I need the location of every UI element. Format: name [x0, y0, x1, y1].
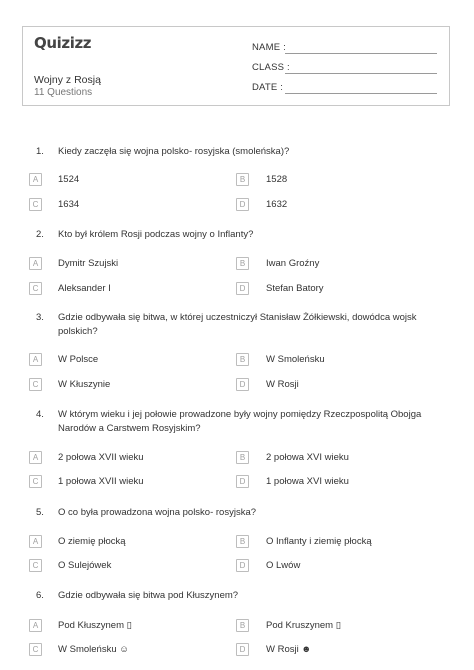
option-letter-box: A [29, 173, 42, 186]
question-number: 4. [36, 409, 44, 420]
question-text: Kto był królem Rosji podczas wojny o Inflanty? [58, 229, 254, 240]
name-label: NAME : [252, 42, 286, 53]
option-letter-box: C [29, 198, 42, 211]
option-text: 2 połowa XVII wieku [58, 452, 144, 463]
option-letter-box: D [236, 378, 249, 391]
worksheet-header [22, 26, 450, 106]
question-number: 5. [36, 507, 44, 518]
option-letter-box: B [236, 535, 249, 548]
option-letter-box: C [29, 559, 42, 572]
option-letter-box: A [29, 451, 42, 464]
question-text: Gdzie odbywała się bitwa pod Kłuszynem? [58, 590, 239, 601]
question-text: O co była prowadzona wojna polsko- rosyjska? [58, 507, 257, 518]
option-text: Dymitr Szujski [58, 258, 119, 269]
option-letter-box: B [236, 173, 249, 186]
option-text: W Smoleńsku ☺ [58, 644, 129, 655]
question-count: 11 Questions [34, 87, 93, 98]
name-field[interactable] [285, 53, 437, 54]
option-text: 2 połowa XVI wieku [266, 452, 349, 463]
class-field[interactable] [285, 73, 437, 74]
worksheet-title: Wojny z Rosją [34, 74, 101, 86]
option-letter-box: D [236, 559, 249, 572]
option-letter-box: A [29, 535, 42, 548]
option-text: W Rosji ☻ [266, 644, 312, 655]
option-letter-box: B [236, 257, 249, 270]
option-letter-box: B [236, 619, 249, 632]
option-text: O Inflanty i ziemię płocką [266, 536, 372, 547]
option-letter-box: D [236, 475, 249, 488]
option-text: Pod Kruszynem ▯ [266, 620, 341, 631]
question-text: Kiedy zaczęła się wojna polsko- rosyjska (smoleńska)? [58, 146, 290, 157]
option-text: W Rosji [266, 379, 299, 390]
question-number: 6. [36, 590, 44, 601]
option-text: Aleksander I [58, 283, 111, 294]
option-text: W Kłuszynie [58, 379, 111, 390]
question-number: 3. [36, 312, 44, 323]
question-text: Gdzie odbywała się bitwa, w której uczestniczył Stanisław Żółkiewski, dowódca wojsk polskich? [58, 312, 417, 337]
option-letter-box: D [236, 198, 249, 211]
option-text: 1634 [58, 199, 80, 210]
quizizz-logo: Quizizz [34, 34, 92, 52]
option-letter-box: C [29, 475, 42, 488]
option-text: O ziemię płocką [58, 536, 126, 547]
option-letter-box: A [29, 257, 42, 270]
option-text: O Sulejówek [58, 560, 112, 571]
option-text: 1 połowa XVI wieku [266, 476, 349, 487]
question-number: 1. [36, 146, 44, 157]
option-text: Stefan Batory [266, 283, 324, 294]
option-text: 1 połowa XVII wieku [58, 476, 144, 487]
option-text: Pod Kłuszynem ▯ [58, 620, 132, 631]
option-text: O Lwów [266, 560, 301, 571]
date-label: DATE : [252, 82, 284, 93]
option-letter-box: D [236, 643, 249, 656]
option-letter-box: A [29, 353, 42, 366]
option-text: 1632 [266, 199, 288, 210]
option-letter-box: D [236, 282, 249, 295]
question-number: 2. [36, 229, 44, 240]
option-text: W Polsce [58, 354, 99, 365]
option-letter-box: A [29, 619, 42, 632]
option-text: W Smoleńsku [266, 354, 325, 365]
option-letter-box: B [236, 451, 249, 464]
option-letter-box: C [29, 282, 42, 295]
date-field[interactable] [285, 93, 437, 94]
question-text: W którym wieku i jej połowie prowadzone były wojny pomiędzy Rzeczpospolitą Obojga Narodów a Carstwem Rosyjskim? [58, 409, 422, 434]
option-text: 1524 [58, 174, 80, 185]
option-text: Iwan Groźny [266, 258, 320, 269]
option-letter-box: C [29, 643, 42, 656]
option-letter-box: C [29, 378, 42, 391]
option-text: 1528 [266, 174, 288, 185]
option-letter-box: B [236, 353, 249, 366]
class-label: CLASS : [252, 62, 290, 73]
